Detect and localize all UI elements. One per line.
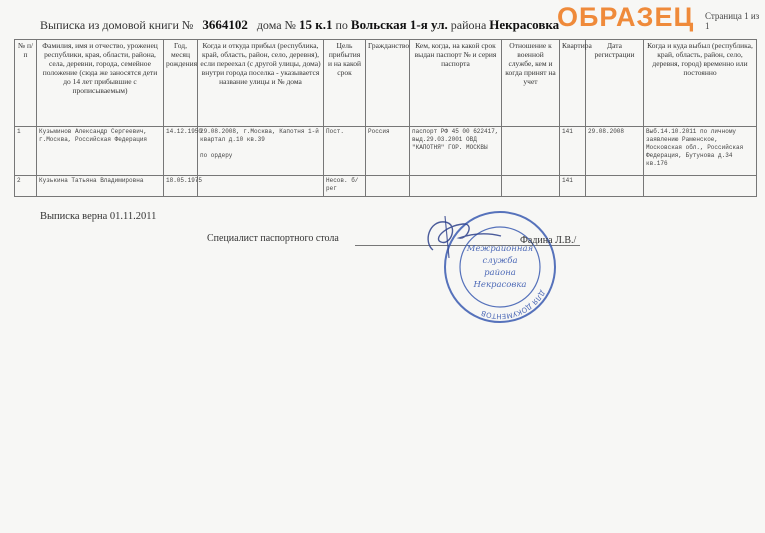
cell-name: Кузькина Татьяна Владимировна bbox=[37, 176, 164, 197]
residents-table bbox=[14, 39, 757, 197]
cell-departure: Выб.14.10.2011 по личному заявлению Раменское, Московская обл., Российская Федерация, Бутунова д.34 кв.176 bbox=[644, 127, 757, 176]
cell-purpose: Пост. bbox=[324, 127, 366, 176]
col-citizenship: Гражданство bbox=[366, 40, 410, 127]
district-name: Некрасовка bbox=[489, 17, 560, 32]
table-row bbox=[15, 176, 757, 197]
cell-military bbox=[502, 176, 560, 197]
house-number: 15 к.1 bbox=[299, 17, 333, 32]
street-name: Вольская 1-я ул. bbox=[350, 17, 448, 32]
stamp-line: района bbox=[484, 268, 516, 278]
col-passport: Кем, когда, на какой срок выдан паспорт № и серия паспорта bbox=[410, 40, 502, 127]
page-number: Страница 1 из 1 bbox=[705, 11, 760, 31]
cell-reg-date: 29.08.2008 bbox=[586, 127, 644, 176]
cell-birth: 18.05.1975 bbox=[164, 176, 198, 197]
col-birth: Год, месяц рождения bbox=[164, 40, 198, 127]
verification-line: Выписка верна 01.11.2011 bbox=[40, 211, 157, 222]
col-full-name: Фамилия, имя и отчество, уроженец республики, края, области, района, села, деревни, города, семейное положение (сюда же заносятся дети до 14 лет прибывшие с прописываемым) bbox=[37, 40, 164, 127]
table-header-row bbox=[15, 40, 757, 127]
cell-military bbox=[502, 127, 560, 176]
stamp-line: служба bbox=[482, 256, 518, 266]
arrival-text: 29.08.2008, г.Москва, Капотня 1-й квартал д.10 кв.39 bbox=[200, 128, 319, 143]
cell-apartment: 141 bbox=[560, 176, 586, 197]
col-purpose: Цель прибытия и на какой срок bbox=[324, 40, 366, 127]
cell-number: 2 bbox=[15, 176, 37, 197]
signer-name: Фадина Л.В./ bbox=[520, 235, 577, 246]
cell-apartment: 141 bbox=[560, 127, 586, 176]
cell-citizenship bbox=[366, 176, 410, 197]
stamp-line: Межрайонная bbox=[466, 244, 534, 254]
cell-passport: паспорт РФ 45 00 622417, выд.29.03.2001 ОВД "КАПОТНЯ" ГОР. МОСКВЫ bbox=[410, 127, 502, 176]
cell-reg-date bbox=[586, 176, 644, 197]
cell-arrival bbox=[198, 127, 324, 176]
document-title: Выписка из домовой книги № 3664102 дома № 15 к.1 по Вольская 1-я ул. района Некрасовка bbox=[40, 17, 560, 32]
cell-arrival bbox=[198, 176, 324, 197]
cell-departure bbox=[644, 176, 757, 197]
stamp-line: Некрасовка bbox=[473, 280, 527, 290]
cell-name: Кузьминов Александр Сергеевич, г.Москва, Российская Федерация bbox=[37, 127, 164, 176]
cell-number: 1 bbox=[15, 127, 37, 176]
cell-birth: 14.12.1950 bbox=[164, 127, 198, 176]
handwritten-signature bbox=[415, 212, 505, 262]
cell-passport bbox=[410, 176, 502, 197]
col-apartment: Квартира bbox=[560, 40, 586, 127]
book-number: 3664102 bbox=[202, 17, 248, 32]
col-departure: Когда и куда выбыл (республика, край, область, район, село, деревня, город) временно или постоянно bbox=[644, 40, 757, 127]
col-number: № п/п bbox=[15, 40, 37, 127]
col-reg-date: Дата регистрации bbox=[586, 40, 644, 127]
sample-watermark: ОБРАЗЕЦ bbox=[557, 2, 695, 32]
col-arrival: Когда и откуда прибыл (республика, край, область, район, село, деревня), если переехал (с другой улицы, дома) внутри города поселка - указывается название улицы и № дома bbox=[198, 40, 324, 127]
col-military: Отношение к военной службе, кем и когда принят на учет bbox=[502, 40, 560, 127]
arrival-note: по ордеру bbox=[200, 152, 233, 159]
table-row bbox=[15, 127, 757, 176]
stamp-arc-text: ДЛЯ ДОКУМЕНТОВ bbox=[480, 288, 547, 321]
specialist-label: Специалист паспортного стола bbox=[207, 233, 339, 244]
cell-purpose: Несов. б/рег bbox=[324, 176, 366, 197]
cell-citizenship: Россия bbox=[366, 127, 410, 176]
